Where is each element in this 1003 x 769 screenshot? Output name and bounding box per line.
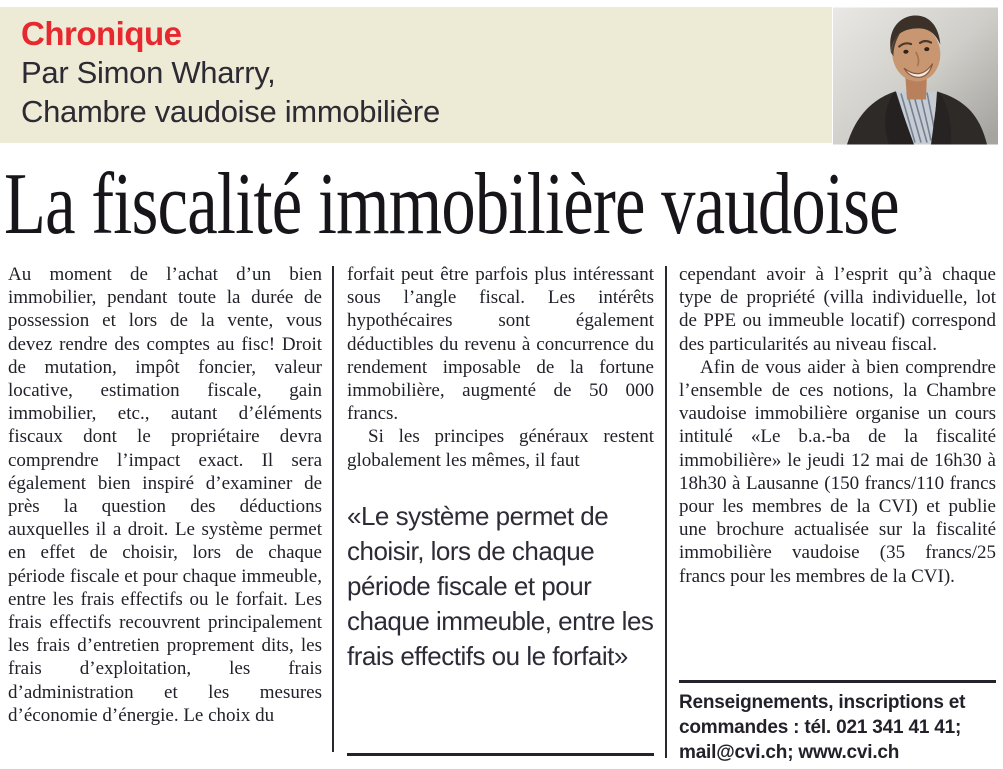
author-photo — [833, 7, 998, 145]
article-paragraph: Au moment de l’achat d’un bien immobilier, pendant toute la durée de possession et lors de la vente, vous devez rendre des comptes au fisc! Droit de mutation, impôt foncier, valeur locative, estimation fiscale, gain immobilier, etc., autant d’éléments fiscaux dont le propriétaire devra comprendre l’impact exact. Il sera également bien inspiré d’examiner de près la question des déductions auxquelles il a droit. Le système permet en effet de choisir, lors de chaque période fiscale et pour chaque immeuble, entre les frais effectifs ou le forfait. Les frais effectifs recouvrent principalement les frais d’entretien proprement dits, les frais d’exploitation, les frais d’administration et les mesures d’économie d’énergie. Le choix du — [8, 264, 322, 726]
article-column-2 — [347, 263, 654, 674]
column-divider — [665, 266, 667, 758]
kicker-banner — [0, 7, 832, 143]
article-paragraph: forfait peut être parfois plus intéressant sous l’angle fiscal. Les intérêts hypothécaires sont également déductibles du revenu à concurrence du rendement imposable de la fortune immobilière, augmenté de 50 000 francs. — [347, 264, 654, 425]
byline-author: Par Simon Wharry, — [21, 55, 276, 90]
contact-info: Renseignements, inscriptions et commandes : tél. 021 341 41 41; mail@cvi.ch; www.cvi.ch — [679, 692, 966, 763]
article-paragraph: Si les principes généraux restent globalement les mêmes, il faut — [347, 426, 654, 471]
page-title-text: La fiscalité immobilière vaudoise — [4, 156, 899, 253]
article-column-1 — [8, 263, 322, 727]
contact-rule — [679, 680, 996, 683]
article-column-3 — [679, 263, 996, 588]
article-paragraph: cependant avoir à l’esprit qu’à chaque type de propriété (villa individuelle, lot de PPE ou immeuble locatif) correspond des particularités au niveau fiscal. — [679, 264, 996, 355]
pull-quote: «Le système permet de choisir, lors de chaque période fiscale et pour chaque immeuble, entre les frais effectifs ou le forfait» — [347, 500, 654, 671]
pull-quote-rule — [347, 753, 654, 756]
byline-organization: Chambre vaudoise immobilière — [21, 94, 440, 129]
page-title — [4, 156, 1003, 253]
article-paragraph: Afin de vous aider à bien comprendre l’ensemble de ces notions, la Chambre vaudoise immobilière organise un cours intitulé «Le b.a.-ba de la fiscalité immobilière» le jeudi 12 mai de 16h30 à 18h30 à Lausanne (150 francs/110 francs pour les membres de la CVI) et publie une brochure actualisée sur la fiscalité immobilière vaudoise (35 francs/25 francs pour les membres de la CVI). — [679, 356, 996, 587]
column-divider — [332, 266, 334, 752]
kicker-label: Chronique — [21, 15, 182, 52]
